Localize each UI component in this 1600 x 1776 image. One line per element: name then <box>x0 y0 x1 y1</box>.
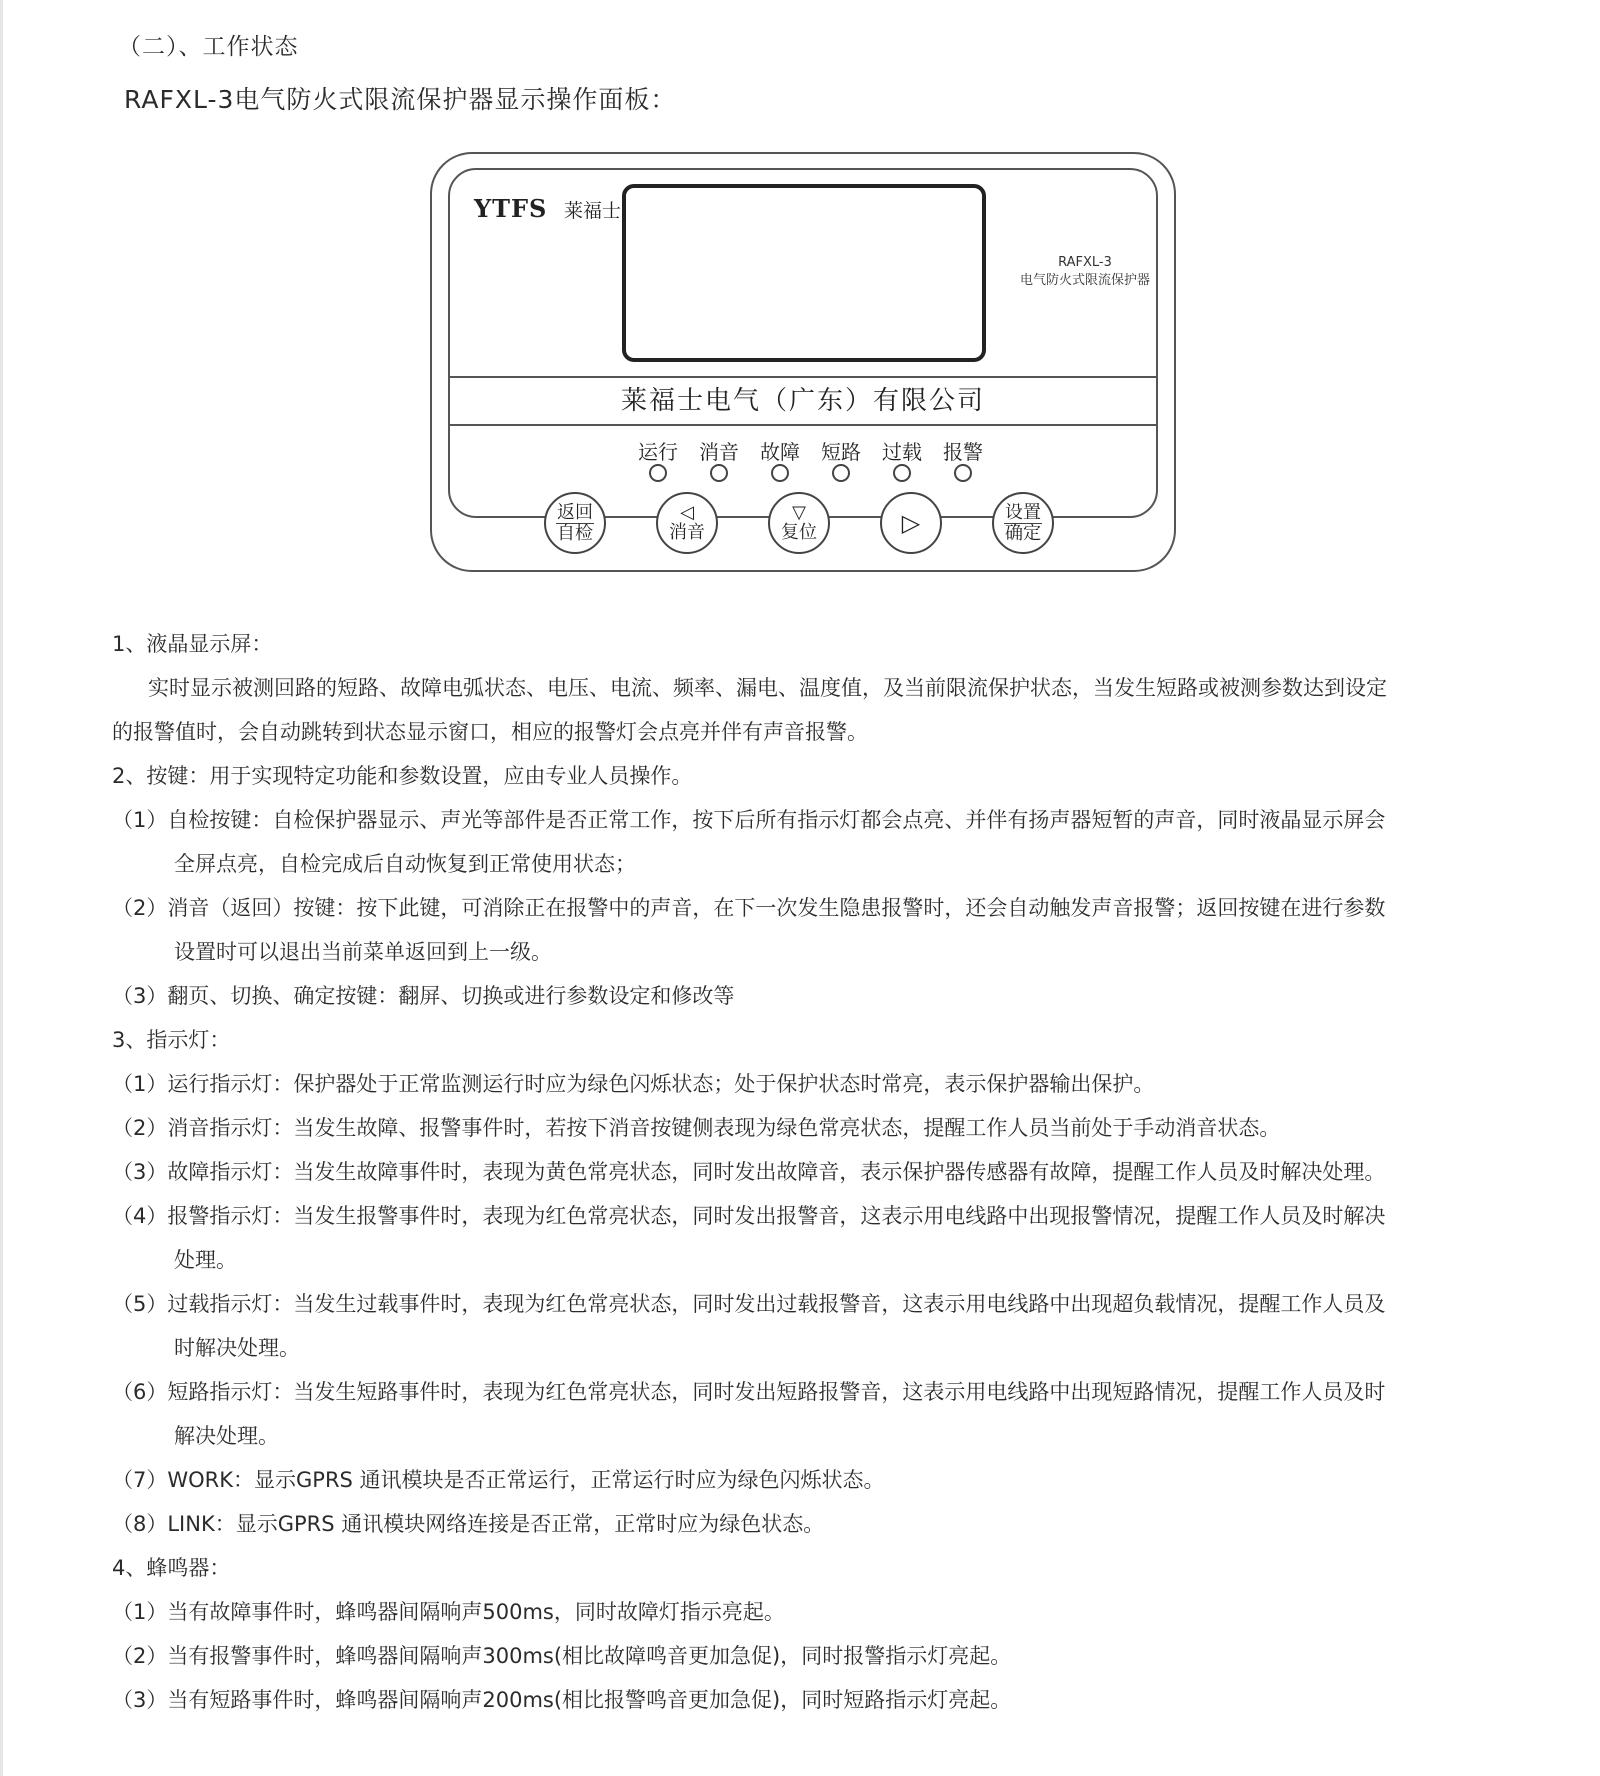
model-name: 电气防火式限流保护器 <box>1019 273 1150 288</box>
key-item-2-line2: 设置时可以退出当前菜单返回到上一级。 <box>174 940 552 964</box>
buzzer-item-3: （3）当有短路事件时，蜂鸣器间隔响声200ms(相比报警鸣音更加急促)，同时短路指示灯亮起。 <box>112 1688 1012 1712</box>
company-name: 莱福士电气（广东）有限公司 <box>450 376 1156 426</box>
indicator-fault <box>750 436 810 482</box>
indicator-item-5-line2: 时解决处理。 <box>174 1336 300 1360</box>
indicator-label: 短路 <box>821 440 861 464</box>
left-mute-button <box>656 492 718 554</box>
button-label-bottom: 确定 <box>1005 522 1041 544</box>
lamp-icon <box>832 464 850 482</box>
indicator-item-4-line2: 处理。 <box>174 1248 237 1272</box>
heading-buzzer: 4、蜂鸣器： <box>112 1556 231 1580</box>
lamp-icon <box>649 464 667 482</box>
down-triangle-icon: ▽ <box>792 502 806 523</box>
left-triangle-icon: ◁ <box>680 502 694 523</box>
button-label-bottom: 复位 <box>781 522 817 543</box>
lcd-screen <box>622 184 986 362</box>
brand-logo: YTFS <box>474 194 548 223</box>
indicator-item-3: （3）故障指示灯：当发生故障事件时，表现为黄色常亮状态，同时发出故障音，表示保护器传感器有故障，提醒工作人员及时解决处理。 <box>112 1160 1386 1184</box>
lamp-icon <box>771 464 789 482</box>
paragraph-lcd-line1: 实时显示被测回路的短路、故障电弧状态、电压、电流、频率、漏电、温度值，及当前限流保护状态，当发生短路或被测参数达到设定 <box>148 676 1387 700</box>
button-label-top: 返回 <box>557 501 593 523</box>
button-label-bottom: 消音 <box>669 522 705 543</box>
panel-heading: RAFXL-3电气防火式限流保护器显示操作面板： <box>124 85 677 114</box>
indicator-lights <box>628 436 988 496</box>
indicator-item-5-line1: （5）过载指示灯：当发生过载事件时，表现为红色常亮状态，同时发出过载报警音，这表示用电线路中出现超负载情况，提醒工作人员及 <box>112 1292 1386 1316</box>
indicator-item-6-line1: （6）短路指示灯：当发生短路事件时，表现为红色常亮状态，同时发出短路报警音，这表示用电线路中出现短路情况，提醒工作人员及时 <box>112 1380 1386 1404</box>
brand-chinese-name: 莱福士 <box>564 200 622 222</box>
section-title: （二）、工作状态 <box>118 34 299 60</box>
lamp-icon <box>954 464 972 482</box>
key-item-3: （3）翻页、切换、确定按键：翻屏、切换或进行参数设定和修改等 <box>112 984 735 1008</box>
indicator-label: 消音 <box>699 440 739 464</box>
indicator-item-7: （7）WORK：显示GPRS 通讯模块是否正常运行，正常运行时应为绿色闪烁状态。 <box>112 1468 885 1492</box>
device-face <box>448 168 1158 518</box>
indicator-item-2: （2）消音指示灯：当发生故障、报警事件时，若按下消音按键侧表现为绿色常亮状态，提醒工作人员当前处于手动消音状态。 <box>112 1116 1281 1140</box>
indicator-item-8: （8）LINK：显示GPRS 通讯模块网络连接是否正常，正常时应为绿色状态。 <box>112 1512 825 1536</box>
page-left-border <box>0 0 3 1776</box>
buzzer-item-1: （1）当有故障事件时，蜂鸣器间隔响声500ms，同时故障灯指示亮起。 <box>112 1600 785 1624</box>
indicator-run <box>628 436 688 482</box>
indicator-alarm <box>933 436 993 482</box>
key-item-1-line2: 全屏点亮，自检完成后自动恢复到正常使用状态； <box>174 852 636 876</box>
indicator-label: 报警 <box>943 440 983 464</box>
down-reset-button <box>768 492 830 554</box>
heading-lcd: 1、液晶显示屏： <box>112 632 273 656</box>
lamp-icon <box>710 464 728 482</box>
indicator-item-4-line1: （4）报警指示灯：当发生报警事件时，表现为红色常亮状态，同时发出报警音，这表示用电线路中出现报警情况，提醒工作人员及时解决 <box>112 1204 1386 1228</box>
lamp-icon <box>893 464 911 482</box>
device-panel-illustration <box>430 152 1176 572</box>
heading-indicators: 3、指示灯： <box>112 1028 231 1052</box>
indicator-short-circuit <box>811 436 871 482</box>
heading-keys: 2、按键：用于实现特定功能和参数设置，应由专业人员操作。 <box>112 764 693 788</box>
indicator-mute <box>689 436 749 482</box>
return-selftest-button <box>544 492 606 554</box>
indicator-item-6-line2: 解决处理。 <box>174 1424 279 1448</box>
key-item-1-line1: （1）自检按键：自检保护器显示、声光等部件是否正常工作，按下后所有指示灯都会点亮、并伴有扬声器短暂的声音，同时液晶显示屏会 <box>112 808 1386 832</box>
indicator-overload <box>872 436 932 482</box>
button-label-top: 设置 <box>1005 501 1041 523</box>
indicator-label: 运行 <box>638 440 678 464</box>
right-button <box>880 492 942 554</box>
model-label <box>1010 254 1160 290</box>
button-label-bottom: 自检 <box>557 522 593 544</box>
indicator-item-1: （1）运行指示灯：保护器处于正常监测运行时应为绿色闪烁状态；处于保护状态时常亮，表示保护器输出保护。 <box>112 1072 1155 1096</box>
buzzer-item-2: （2）当有报警事件时，蜂鸣器间隔响声300ms(相比故障鸣音更加急促)，同时报警指示灯亮起。 <box>112 1644 1012 1668</box>
paragraph-lcd-line2: 的报警值时，会自动跳转到状态显示窗口，相应的报警灯会点亮并伴有声音报警。 <box>112 720 868 744</box>
indicator-label: 故障 <box>760 440 800 464</box>
model-number: RAFXL-3 <box>1058 255 1112 270</box>
right-triangle-icon: ▷ <box>901 509 921 537</box>
indicator-label: 过载 <box>882 440 922 464</box>
key-item-2-line1: （2）消音（返回）按键：按下此键，可消除正在报警中的声音，在下一次发生隐患报警时，还会自动触发声音报警；返回按键在进行参数 <box>112 896 1386 920</box>
set-confirm-button <box>992 492 1054 554</box>
